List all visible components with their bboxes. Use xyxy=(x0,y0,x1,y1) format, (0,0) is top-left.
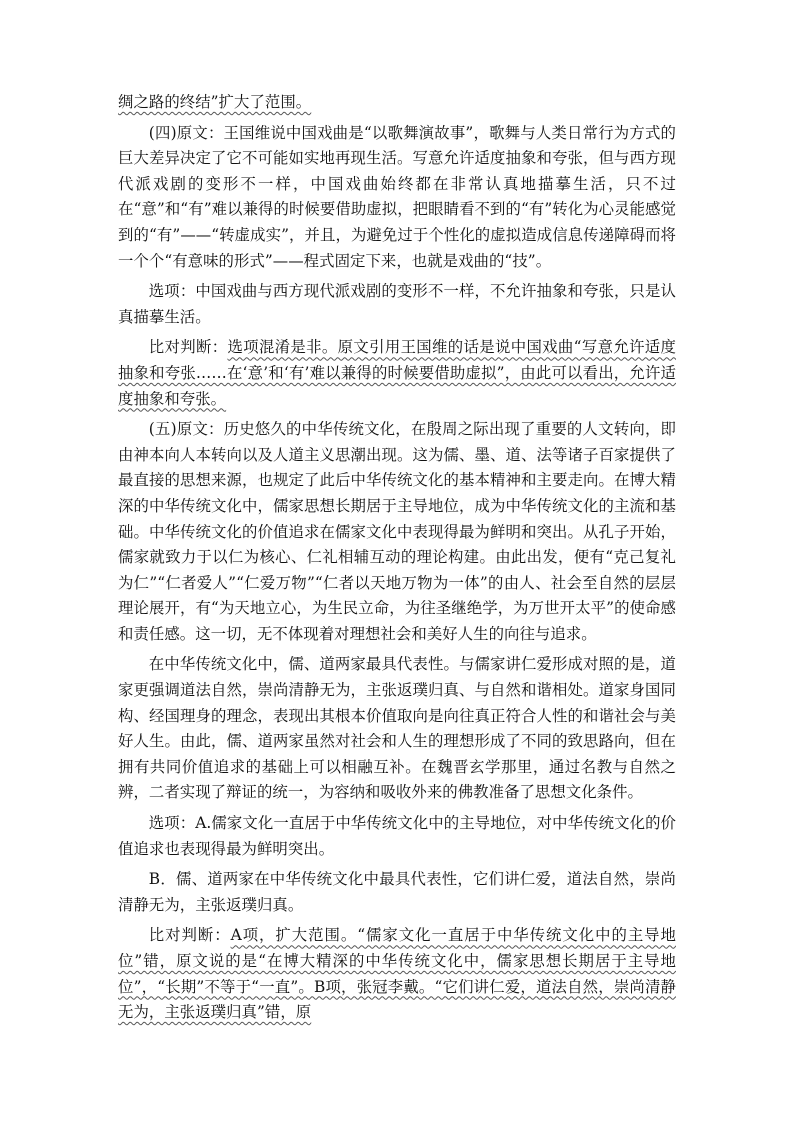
wavy-underlined-text: 选项混淆是非。原文引用王国维的话是说中国戏曲“写意允许适度抽象和夸张……在‘意’和‘有’难以兼得的时候要借助虚拟”，由此可以看出，允许适度抽象和夸张。 xyxy=(118,338,676,408)
paragraph-option-a: 选项：A.儒家文化一直居于中华传统文化中的主导地位，对中华传统文化的价值追求也表现得最为鲜明突出。 xyxy=(118,814,676,858)
paragraph-original-5: (五)原文：历史悠久的中华传统文化，在殷周之际出现了重要的人文转向，即由神本向人本转向以及人道主义思潮出现。这为儒、墨、道、法等诸子百家提供了最直接的思想来源，也规定了此后中华传统文化的基本精神和主要走向。在博大精深的中华传统文化中，儒家思想长期居于主导地位，成为中华传统文化的主流和基础。中华传统文化的价值追求在儒家文化中表现得最为鲜明和突出。从孔子开始，儒家就致力于以仁为核心、仁礼相辅互动的理论构建。由此出发，便有“克己复礼为仁”“仁者爱人”“仁爱万物”“仁者以天地万物为一体”的由人、社会至自然的层层理论展开，有“为天地立心，为生民立命，为往圣继绝学，为万世开太平”的使命感和责任感。这一切，无不体现着对理想社会和美好人生的向往与追求。 xyxy=(118,420,676,643)
wavy-underlined-text: A项，扩大范围。“儒家文化一直居于中华传统文化中的主导地位”错，原文说的是“在博大精深的中华传统文化中，儒家思想长期居于主导地位”，“长期”不等于“一直”。B项，张冠李戴。“它们讲仁爱，道法自然，崇尚清静无为，主张返璞归真”错，原 xyxy=(118,926,676,1022)
paragraph-option-4: 选项：中国戏曲与西方现代派戏剧的变形不一样，不允许抽象和夸张，只是认真描摹生活。 xyxy=(118,282,676,326)
paragraph-original-5-cont: 在中华传统文化中，儒、道两家最具代表性。与儒家讲仁爱形成对照的是，道家更强调道法自然，崇尚清静无为，主张返璞归真、与自然和谐相处。道家身国同构、经国理身的理念，表现出其根本价值取向是向往真正符合人性的和谐社会与美好人生。由此，儒、道两家虽然对社会和人生的理想形成了不同的致思路向，但在拥有共同价值追求的基础上可以相融互补。在魏晋玄学那里，通过名教与自然之辨，二者实现了辩证的统一，为容纳和吸收外来的佛教准备了思想文化条件。 xyxy=(118,655,676,802)
paragraph-judgment-5 xyxy=(118,923,676,1025)
judgment-lead: 比对判断： xyxy=(148,926,231,945)
wavy-underlined-text: 绸之路的终结”扩大了范围。 xyxy=(118,93,312,111)
paragraph-continuation xyxy=(118,90,676,116)
paragraph-judgment-4 xyxy=(118,335,676,412)
judgment-lead: 比对判断： xyxy=(148,338,228,357)
paragraph-option-b: B．儒、道两家在中华传统文化中最具代表性，它们讲仁爱，道法自然，崇尚清静无为，主张返璞归真。 xyxy=(118,870,676,914)
paragraph-original-4: (四)原文：王国维说中国戏曲是“以歌舞演故事”，歌舞与人类日常行为方式的巨大差异决定了它不可能如实地再现生活。写意允许适度抽象和夸张，但与西方现代派戏剧的变形不一样，中国戏曲始终都在非常认真地描摹生活，只不过在“意”和“有”难以兼得的时候要借助虚拟，把眼睛看不到的“有”转化为心灵能感觉到的“有”——“转虚成实”，并且，为避免过于个性化的虚拟造成信息传递障碍而将一个个“有意味的形式”——程式固定下来，也就是戏曲的“技”。 xyxy=(118,123,676,270)
